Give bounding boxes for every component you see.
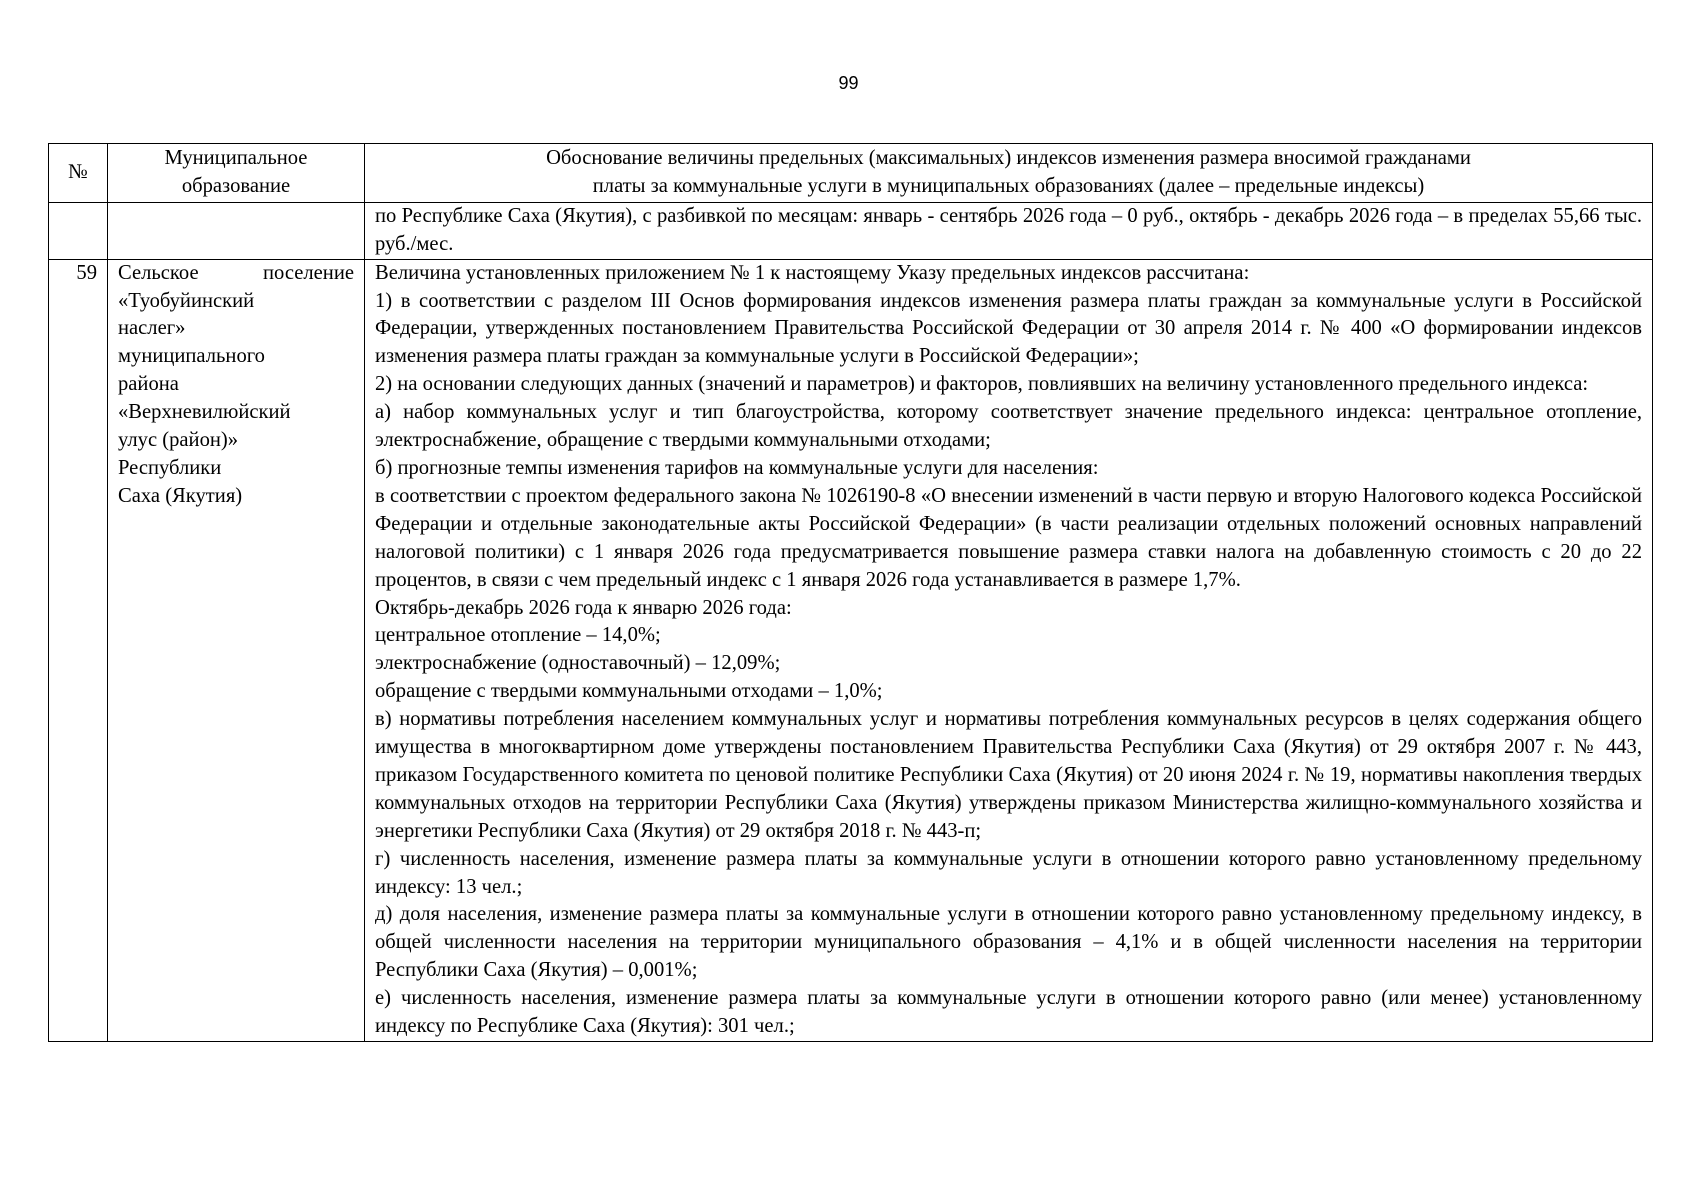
municipality-line: Саха (Якутия) <box>118 484 243 507</box>
header-basis-line-1: Обоснование величины предельных (максимальных) индексов изменения размера вносимой гражданами <box>546 147 1471 169</box>
municipality-line: улус (район)» <box>118 429 239 452</box>
table-header-row <box>49 144 1653 203</box>
continuation-basis-text: по Республике Саха (Якутия), с разбивкой по месяцам: январь - сентябрь 2026 года – 0 руб., октябрь - декабрь 2026 года – в пределах 55,66 тыс. руб./мес. <box>375 204 1642 255</box>
basis-paragraph: а) набор коммунальных услуг и тип благоустройства, которому соответствует значение предельного индекса: центральное отопление, электроснабжение, обращение с твердыми коммунальными отходами; <box>375 401 1642 452</box>
row-number-cell: 59 <box>49 259 108 1041</box>
table-row-continuation <box>49 202 1653 259</box>
header-municipality-line-1: Муниципальное <box>164 147 308 169</box>
header-number <box>49 144 108 203</box>
basis-paragraph: г) численность населения, изменение размера платы за коммунальные услуги в отношении которого равно установленному предельному индексу: 13 чел.; <box>375 847 1642 898</box>
table-row-59 <box>49 259 1653 1041</box>
basis-paragraph: в соответствии с проектом федерального закона № 1026190-8 «О внесении изменений в части первую и вторую Налогового кодекса Российской Федерации и отдельные законодательные акты Российской Федерации» (в части реализации отдельных положений основных направлений налоговой политики) с 1 января 2026 года предусматривается повышение размера ставки налога на добавленную стоимость с 20 до 22 процентов, в связи с чем предельный индекс с 1 января 2026 года устанавливается в размере 1,7%. <box>375 484 1642 591</box>
basis-cell <box>365 259 1653 1041</box>
municipality-line: муниципального <box>118 345 265 368</box>
continuation-number-cell <box>49 202 108 259</box>
municipality-cell <box>108 259 365 1041</box>
municipality-line: наслег» <box>118 317 186 340</box>
header-municipality <box>108 144 365 203</box>
basis-paragraph: е) численность населения, изменение размера платы за коммунальные услуги в отношении которого равно (или менее) установленному индексу по Республике Саха (Якутия): 301 чел.; <box>375 987 1642 1038</box>
header-municipality-line-2: образование <box>181 174 291 197</box>
indices-table <box>48 143 1653 1042</box>
page-number: 99 <box>838 73 859 93</box>
continuation-municipality-cell <box>108 202 365 259</box>
municipality-line: «Верхневилюйский <box>118 401 291 424</box>
basis-paragraph: обращение с твердыми коммунальными отходами – 1,0%; <box>375 680 883 703</box>
municipality-line: Сельское поселение <box>118 261 354 284</box>
municipality-line: «Туобуйинский <box>118 289 255 312</box>
basis-paragraph: д) доля населения, изменение размера платы за коммунальные услуги в отношении которого равно установленному предельному индексу, в общей численности населения на территории муниципального образования – 4,1% и в общей численности населения на территории Республики Саха (Якутия) – 0,001%; <box>375 903 1642 982</box>
basis-paragraph: 1) в соответствии с разделом III Основ формирования индексов изменения размера платы граждан за коммунальные услуги в Российской Федерации, утвержденных постановлением Правительства Российской Федерации от 30 апреля 2014 г. № 400 «О формировании индексов изменения размера платы граждан за коммунальные услуги в Российской Федерации»; <box>375 289 1642 368</box>
municipality-line: района <box>118 373 179 396</box>
continuation-basis-cell <box>365 202 1653 259</box>
header-number-label: № <box>68 160 88 183</box>
basis-paragraph: в) нормативы потребления населением коммунальных услуг и нормативы потребления коммунальных ресурсов в целях содержания общего имущества в многоквартирном доме утверждены постановлением Правительства Республики Саха (Якутия) от 29 октября 2007 г. № 443, приказом Государственного комитета по ценовой политике Республики Саха (Якутия) от 20 июня 2024 г. № 19, нормативы накопления твердых коммунальных отходов на территории Республики Саха (Якутия) утверждены приказом Министерства жилищно-коммунального хозяйства и энергетики Республики Саха (Якутия) от 29 октября 2018 г. № 443-п; <box>375 708 1642 842</box>
header-basis <box>365 144 1653 203</box>
basis-paragraph: б) прогнозные темпы изменения тарифов на коммунальные услуги для населения: <box>375 456 1099 479</box>
header-basis-line-2: платы за коммунальные услуги в муниципальных образованиях (далее – предельные индексы) <box>592 174 1425 197</box>
municipality-line: Республики <box>118 456 222 479</box>
basis-paragraph: Октябрь-декабрь 2026 года к январю 2026 года: <box>375 596 792 619</box>
basis-paragraph: электроснабжение (одноставочный) – 12,09%; <box>375 652 781 675</box>
basis-paragraph: 2) на основании следующих данных (значений и параметров) и факторов, повлиявших на величину установленного предельного индекса: <box>375 373 1589 396</box>
basis-paragraph: Величина установленных приложением № 1 к настоящему Указу предельных индексов рассчитана: <box>375 261 1250 284</box>
basis-paragraph: центральное отопление – 14,0%; <box>375 624 661 647</box>
